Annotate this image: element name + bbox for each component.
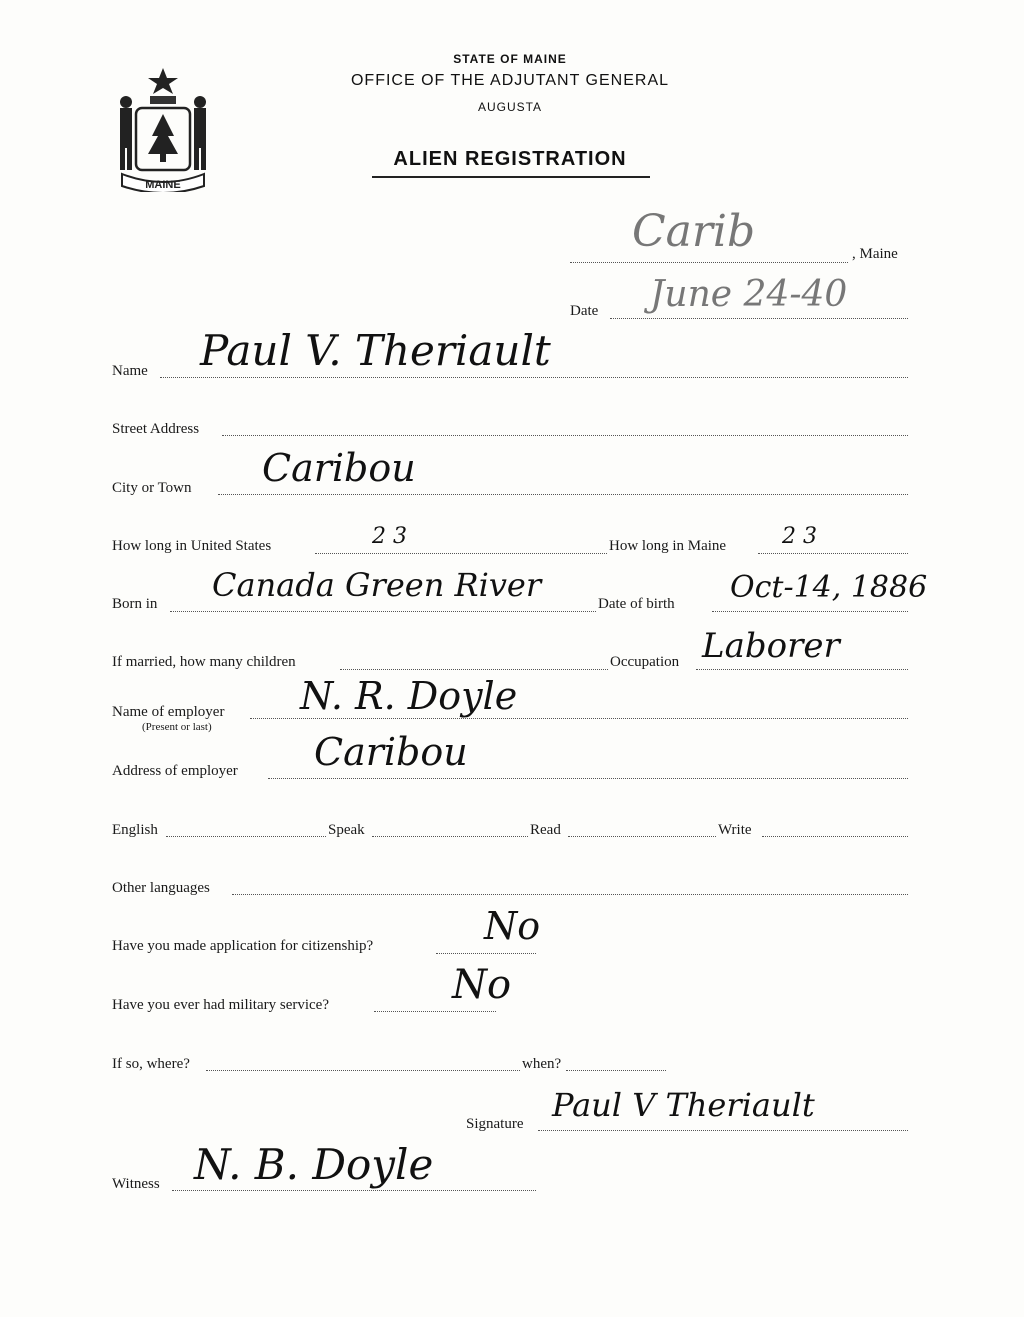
- page-title: ALIEN REGISTRATION: [393, 148, 627, 170]
- dob-line: [712, 611, 908, 612]
- born-value: Canada Green River: [212, 566, 542, 604]
- signature-value: Paul V Theriault: [552, 1086, 815, 1124]
- header-state: STATE OF MAINE: [453, 52, 567, 66]
- employer-address-label: Address of employer: [112, 763, 238, 779]
- header-city: AUGUSTA: [477, 100, 543, 114]
- other-languages-label: Other languages: [112, 880, 210, 896]
- name-value: Paul V. Theriault: [200, 326, 551, 375]
- employer-line: [250, 718, 908, 719]
- us-years-label: How long in United States: [112, 538, 272, 554]
- employer-address-value: Caribou: [314, 730, 468, 774]
- place-value: Carib: [632, 206, 756, 257]
- maine-years-label: How long in Maine: [609, 538, 727, 554]
- header-office: OFFICE OF THE ADJUTANT GENERAL: [350, 72, 670, 89]
- write-label: Write: [718, 822, 752, 838]
- signature-line: [538, 1130, 908, 1131]
- where-label: If so, where?: [112, 1056, 190, 1072]
- city-label: City or Town: [112, 480, 192, 496]
- us-years-line: [315, 553, 607, 554]
- street-label: Street Address: [112, 421, 200, 437]
- dob-label: Date of birth: [598, 596, 675, 612]
- witness-line: [172, 1190, 536, 1191]
- city-value: Caribou: [262, 446, 416, 490]
- military-label: Have you ever had military service?: [112, 997, 329, 1013]
- seal-banner-text: MAINE: [145, 179, 181, 191]
- name-line: [160, 377, 908, 378]
- children-line: [340, 669, 608, 670]
- maine-years-line: [758, 553, 908, 554]
- citizenship-value: No: [484, 904, 541, 948]
- signature-label: Signature: [466, 1116, 524, 1132]
- occupation-line: [696, 669, 908, 670]
- state-seal-icon: [108, 62, 218, 192]
- read-label: Read: [530, 822, 561, 838]
- occupation-value: Laborer: [702, 626, 840, 666]
- employer-sublabel: (Present or last): [142, 721, 212, 733]
- military-value: No: [452, 962, 512, 1008]
- date-label: Date: [570, 303, 599, 319]
- citizenship-label: Have you made application for citizenship?: [112, 938, 374, 954]
- date-value: June 24-40: [650, 274, 848, 315]
- english-label: English: [112, 822, 158, 838]
- street-line: [222, 435, 908, 436]
- employer-label: Name of employer: [112, 704, 225, 720]
- military-line: [374, 1011, 496, 1012]
- english-line: [166, 836, 326, 837]
- when-line: [566, 1070, 666, 1071]
- dob-value: Oct-14, 1886: [730, 570, 928, 605]
- speak-line: [372, 836, 528, 837]
- maine-years-value: 2 3: [782, 524, 817, 549]
- speak-label: Speak: [328, 822, 365, 838]
- children-label: If married, how many children: [112, 654, 296, 670]
- write-line: [762, 836, 908, 837]
- city-line: [218, 494, 908, 495]
- other-languages-line: [232, 894, 908, 895]
- name-label: Name: [112, 363, 148, 379]
- place-line: [570, 262, 848, 263]
- when-label: when?: [522, 1056, 562, 1072]
- us-years-value: 2 3: [372, 524, 407, 549]
- employer-address-line: [268, 778, 908, 779]
- witness-label: Witness: [112, 1176, 160, 1192]
- where-line: [206, 1070, 520, 1071]
- read-line: [568, 836, 716, 837]
- title-underline: [372, 176, 650, 178]
- date-line: [610, 318, 908, 319]
- place-suffix: , Maine: [852, 246, 898, 262]
- citizenship-line: [436, 953, 536, 954]
- born-line: [170, 611, 596, 612]
- employer-value: N. R. Doyle: [300, 674, 518, 718]
- born-label: Born in: [112, 596, 158, 612]
- witness-value: N. B. Doyle: [194, 1140, 434, 1189]
- occupation-label: Occupation: [610, 654, 680, 670]
